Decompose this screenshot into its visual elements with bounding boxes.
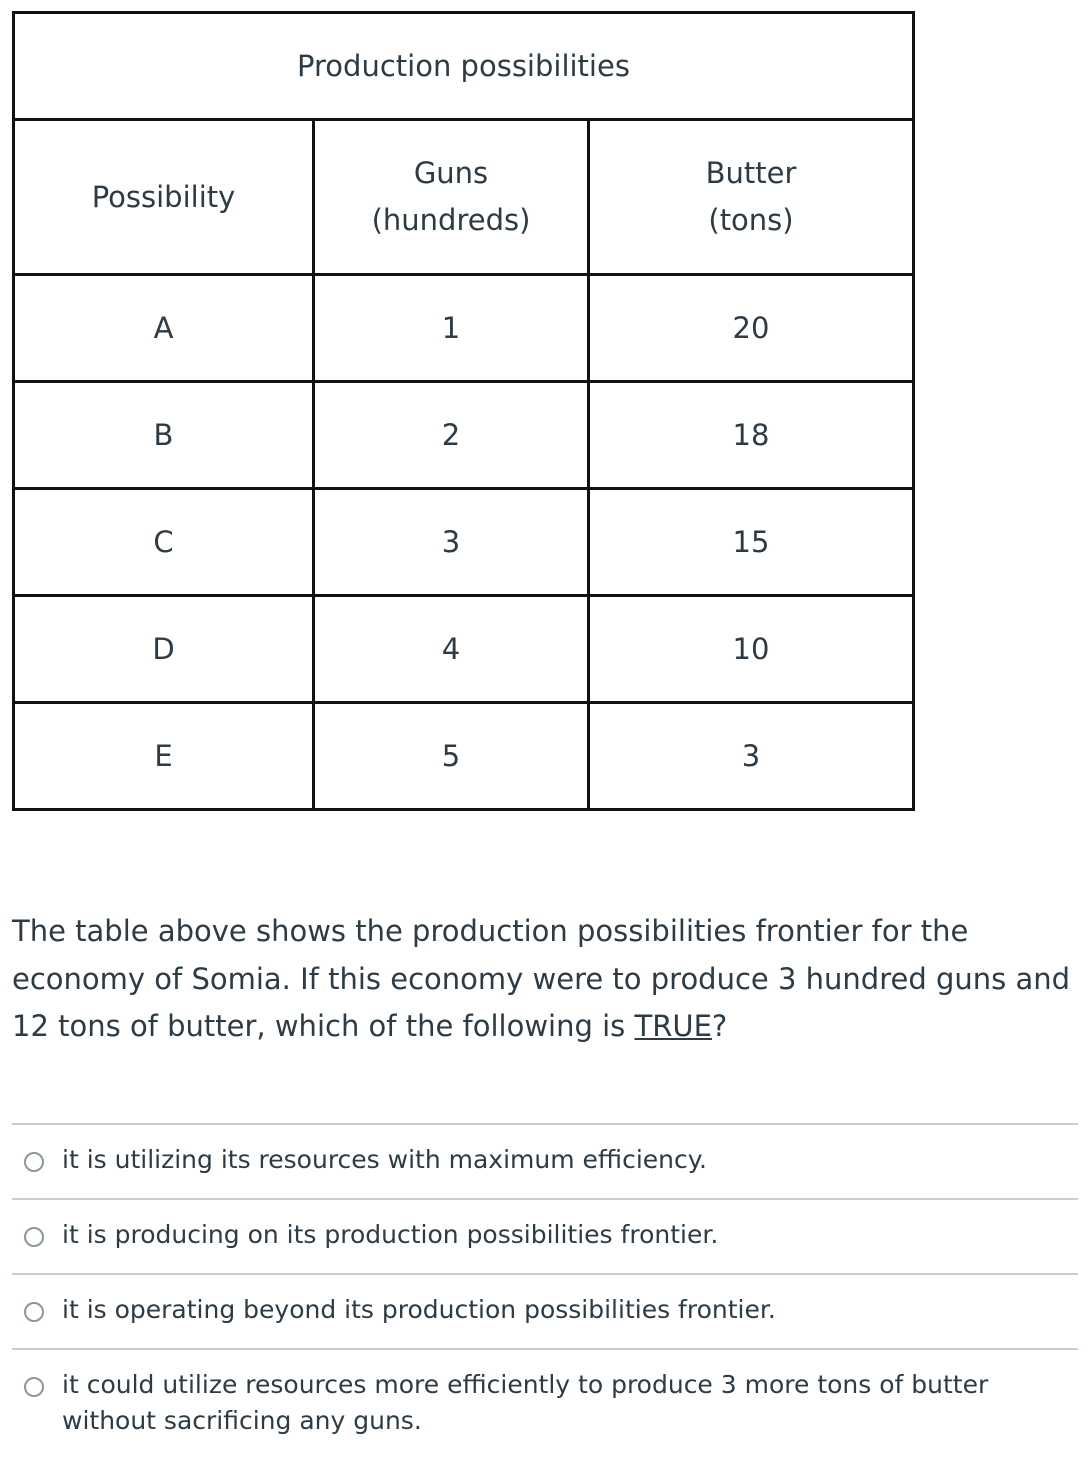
cell-guns: 2 <box>314 382 589 489</box>
cell-butter: 3 <box>589 703 914 810</box>
question-body: The table above shows the production possibilities frontier for the economy of Somia. If this economy were to produce 3 hundred guns and 12 tons of butter, which of the following is <box>12 914 1071 1043</box>
cell-butter: 18 <box>589 382 914 489</box>
cell-guns: 5 <box>314 703 589 810</box>
radio-button[interactable] <box>24 1377 44 1397</box>
table-title: Production possibilities <box>14 13 914 120</box>
cell-possibility: B <box>14 382 314 489</box>
cell-possibility: E <box>14 703 314 810</box>
answer-label: it is utilizing its resources with maximum efficiency. <box>62 1145 707 1174</box>
header-guns <box>314 119 589 274</box>
cell-butter: 20 <box>589 275 914 382</box>
radio-button[interactable] <box>24 1152 44 1172</box>
answer-option-4[interactable] <box>12 1348 1078 1463</box>
answer-label: it could utilize resources more efficiently to produce 3 more tons of butter without sacrificing any guns. <box>62 1370 989 1435</box>
header-guns-unit: (hundreds) <box>371 203 531 238</box>
answer-label: it is operating beyond its production possibilities frontier. <box>62 1295 776 1324</box>
cell-possibility: A <box>14 275 314 382</box>
table-row <box>14 382 914 489</box>
header-butter <box>589 119 914 274</box>
table-row <box>14 275 914 382</box>
question-emphasis: TRUE <box>634 1009 712 1043</box>
cell-guns: 1 <box>314 275 589 382</box>
answer-option-2[interactable] <box>12 1198 1078 1273</box>
cell-butter: 15 <box>589 489 914 596</box>
table-row <box>14 596 914 703</box>
question-text <box>12 908 1082 1051</box>
answer-option-3[interactable] <box>12 1273 1078 1348</box>
header-butter-label: Butter <box>705 156 797 191</box>
question-end: ? <box>711 1009 728 1043</box>
production-possibilities-table <box>12 11 915 811</box>
table-row <box>14 703 914 810</box>
answer-list <box>12 1123 1078 1463</box>
cell-butter: 10 <box>589 596 914 703</box>
cell-possibility: D <box>14 596 314 703</box>
radio-button[interactable] <box>24 1227 44 1247</box>
answer-label: it is producing on its production possibilities frontier. <box>62 1220 719 1249</box>
header-guns-label: Guns <box>413 156 489 191</box>
cell-guns: 3 <box>314 489 589 596</box>
cell-possibility: C <box>14 489 314 596</box>
cell-guns: 4 <box>314 596 589 703</box>
header-possibility: Possibility <box>14 119 314 274</box>
answer-option-1[interactable] <box>12 1123 1078 1198</box>
radio-button[interactable] <box>24 1302 44 1322</box>
table-row <box>14 489 914 596</box>
header-butter-unit: (tons) <box>708 203 794 238</box>
